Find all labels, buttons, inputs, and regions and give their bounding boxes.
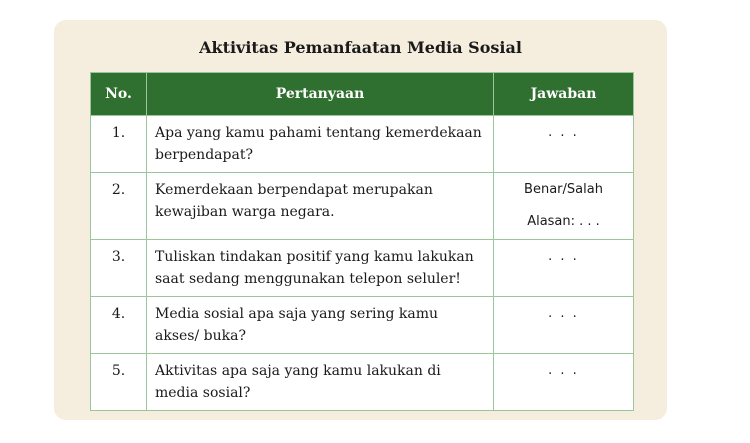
row-answer [494, 297, 634, 354]
answer-text: . . . [548, 249, 579, 264]
table-header-row [91, 73, 634, 116]
header-no: No. [91, 73, 147, 116]
table-row [91, 297, 634, 354]
answer-reason-text: Alasan: . . . [527, 214, 600, 229]
activity-table [90, 72, 634, 411]
activity-card [54, 20, 667, 420]
answer-text: . . . [548, 363, 579, 378]
row-answer [494, 116, 634, 173]
row-number: 4. [91, 297, 147, 354]
answer-text: Benar/Salah [524, 182, 603, 197]
table-row [91, 240, 634, 297]
row-question: Apa yang kamu pahami tentang kemerdekaan berpendapat? [147, 116, 494, 173]
table-row [91, 354, 634, 411]
row-number: 3. [91, 240, 147, 297]
row-question: Media sosial apa saja yang sering kamu akses/ buka? [147, 297, 494, 354]
card-title: Aktivitas Pemanfaatan Media Sosial [199, 38, 522, 57]
row-question: Tuliskan tindakan positif yang kamu lakukan saat sedang menggunakan telepon seluler! [147, 240, 494, 297]
header-answer: Jawaban [494, 73, 634, 116]
table-row [91, 173, 634, 240]
row-question: Aktivitas apa saja yang kamu lakukan di media sosial? [147, 354, 494, 411]
answer-text: . . . [548, 125, 579, 140]
row-answer [494, 240, 634, 297]
row-answer [494, 354, 634, 411]
table-row [91, 116, 634, 173]
row-number: 1. [91, 116, 147, 173]
row-question: Kemerdekaan berpendapat merupakan kewajiban warga negara. [147, 173, 494, 240]
row-number: 2. [91, 173, 147, 240]
row-number: 5. [91, 354, 147, 411]
answer-text: . . . [548, 306, 579, 321]
row-answer [494, 173, 634, 240]
header-question: Pertanyaan [147, 73, 494, 116]
